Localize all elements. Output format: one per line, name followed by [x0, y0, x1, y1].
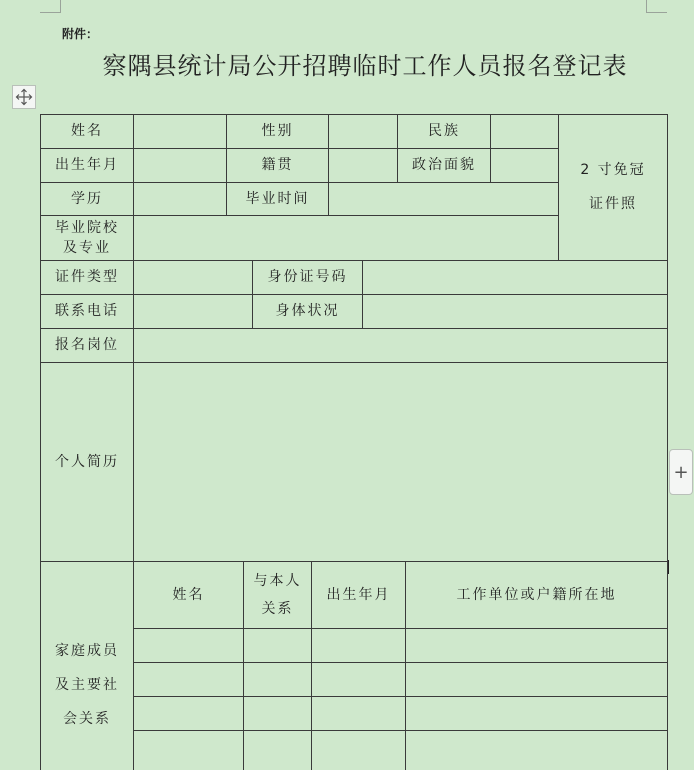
input-gender[interactable] [329, 115, 397, 148]
family-header-relation-line1: 与本人 [253, 572, 302, 589]
label-birth: 出生年月 [55, 157, 119, 173]
label-graduation-time: 毕业时间 [245, 190, 310, 207]
family-header-work-unit: 工作单位或户籍所在地 [456, 586, 617, 603]
label-family-line3: 会关系 [63, 711, 111, 727]
photo-placeholder [559, 114, 667, 260]
input-education[interactable] [134, 183, 226, 215]
label-position: 报名岗位 [55, 337, 119, 353]
input-phone[interactable] [134, 295, 252, 328]
input-resume[interactable] [134, 363, 667, 561]
input-health[interactable] [363, 295, 667, 328]
input-position[interactable] [134, 329, 667, 362]
input-political-status[interactable] [491, 149, 558, 182]
table-grid-line [134, 628, 668, 629]
input-birth[interactable] [134, 149, 226, 182]
move-arrows-icon [15, 88, 33, 106]
photo-label-line2: 证件照 [589, 196, 637, 212]
label-school-line2: 及专业 [63, 239, 111, 256]
label-id-number: 身份证号码 [267, 269, 348, 285]
attachment-label: 附件： [62, 27, 99, 41]
input-native-place[interactable] [329, 149, 397, 182]
table-grid-line [134, 662, 668, 663]
input-id-type[interactable] [134, 261, 252, 294]
photo-label-line1: 2 寸免冠 [580, 162, 646, 178]
table-grid-line [134, 696, 668, 697]
label-ethnicity: 民族 [428, 123, 460, 139]
label-political-status: 政治面貌 [412, 157, 476, 173]
add-row-button[interactable] [669, 449, 693, 495]
label-family [40, 634, 134, 736]
label-school-major [40, 215, 134, 260]
label-health: 身体状况 [275, 303, 340, 319]
label-school-line1: 毕业院校 [55, 219, 119, 236]
label-gender: 性别 [261, 123, 294, 139]
table-grid-line [134, 730, 668, 731]
label-native-place: 籍贯 [261, 157, 294, 173]
family-header-birth: 出生年月 [326, 586, 391, 603]
label-id-type: 证件类型 [55, 269, 119, 285]
family-header-name: 姓名 [172, 586, 205, 603]
table-grid-line [667, 114, 668, 770]
page-corner-mark-right [646, 0, 667, 13]
label-education: 学历 [71, 190, 103, 207]
input-school-major[interactable] [134, 216, 558, 260]
family-header-relation [244, 561, 311, 628]
plus-icon: + [673, 461, 689, 483]
label-name: 姓名 [71, 123, 103, 139]
family-header-relation-line2: 关系 [261, 600, 294, 617]
page-corner-mark-left [40, 0, 61, 13]
label-resume: 个人简历 [55, 453, 119, 470]
label-phone: 联系电话 [55, 303, 119, 319]
label-family-line2: 及主要社 [55, 677, 119, 693]
label-family-line1: 家庭成员 [55, 643, 119, 659]
page-title: 察隅县统计局公开招聘临时工作人员报名登记表 [102, 52, 628, 80]
input-graduation-time[interactable] [329, 183, 558, 215]
input-ethnicity[interactable] [491, 115, 558, 148]
table-move-handle[interactable] [12, 85, 36, 109]
input-name[interactable] [134, 115, 226, 148]
input-id-number[interactable] [363, 261, 667, 294]
